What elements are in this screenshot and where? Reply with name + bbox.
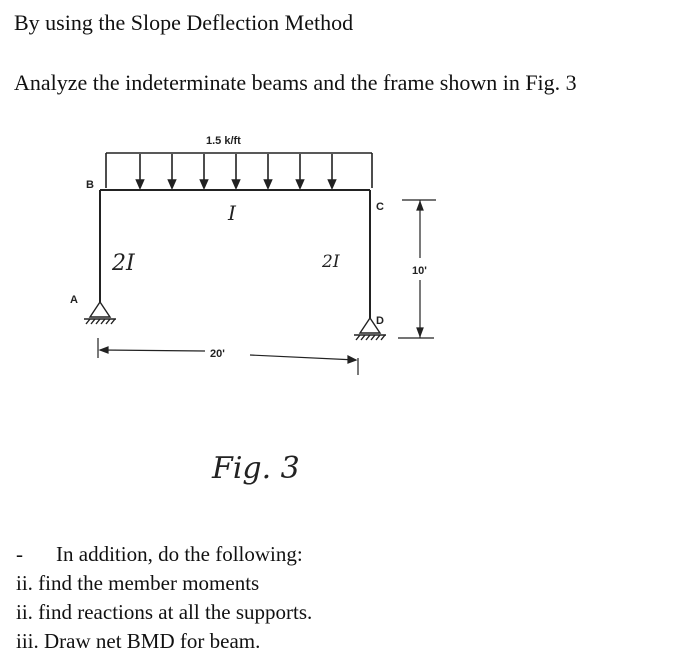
node-c-label: C [376,201,384,213]
distributed-load [106,153,372,188]
task-item: iii. Draw net BMD for beam. [16,629,261,653]
node-a-label: A [70,294,78,306]
frame-diagram [0,120,673,520]
task-list [16,540,312,656]
page-title: By using the Slope Deflection Method [14,10,354,35]
figure-caption: Fig. 3 [212,451,300,486]
instruction-text: Analyze the indeterminate beams and the frame shown in Fig. 3 [14,70,577,95]
task-intro-text: In addition, do the following: [56,542,303,566]
task-intro [16,540,312,569]
beam-inertia-label: I [228,201,236,225]
load-arrowhead [169,180,176,188]
node-d-label: D [376,315,384,327]
load-label: 1.5 k/ft [206,135,241,147]
load-arrowhead [137,180,144,188]
load-arrowhead [297,180,304,188]
node-b-label: B [86,179,94,191]
height-label: 10' [412,265,427,277]
support-a [84,302,116,324]
bullet-dash: - [16,542,23,566]
right-column-inertia-label: 2I [322,252,340,272]
load-arrowhead [201,180,208,188]
task-item: ii. find the member moments [16,571,260,595]
load-arrowhead [233,180,240,188]
load-arrowhead [329,180,336,188]
span-dimension [98,338,358,375]
span-label: 20' [210,348,225,360]
task-item: ii. find reactions at all the supports. [16,600,313,624]
left-column-inertia-label: 2I [112,251,135,276]
load-arrowhead [265,180,272,188]
